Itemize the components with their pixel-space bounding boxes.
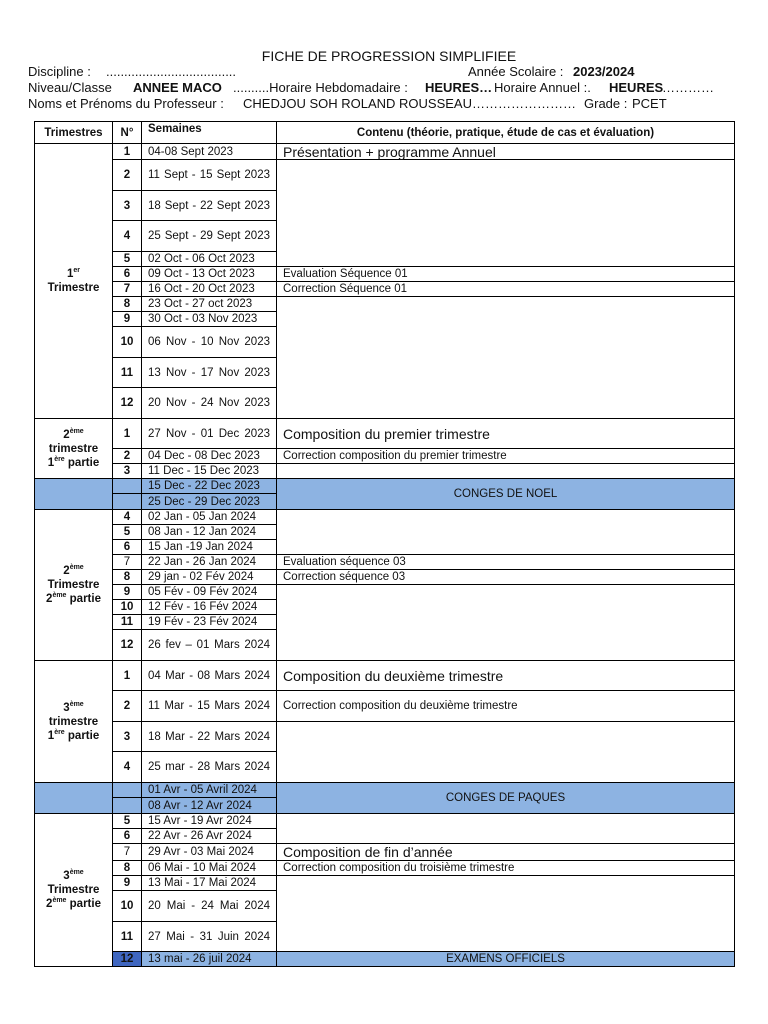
- week-content: Correction composition du troisième trimestre: [277, 861, 735, 876]
- table-row: [35, 876, 735, 891]
- niveau-value: ANNEE MACO: [133, 80, 222, 95]
- grade-value: PCET: [632, 96, 667, 111]
- table-row: [35, 449, 735, 464]
- week-number: 12: [113, 630, 142, 661]
- exam-row: [35, 952, 735, 967]
- week-number: 9: [113, 312, 142, 327]
- holiday-row: [35, 479, 735, 494]
- week-dates: 15 Dec - 22 Dec 2023: [142, 479, 277, 494]
- week-number: 1: [113, 419, 142, 449]
- week-dates: 22 Jan - 26 Jan 2024: [142, 555, 277, 570]
- table-row: [35, 585, 735, 600]
- week-dates: 11 Sept - 15 Sept 2023: [142, 160, 277, 191]
- week-number: 10: [113, 327, 142, 358]
- progression-table: [34, 121, 735, 967]
- header-semaines: Semaines: [142, 122, 277, 144]
- week-content-empty: [277, 814, 735, 844]
- week-dates: 08 Jan - 12 Jan 2024: [142, 525, 277, 540]
- period-cell-3eme-trimestre-2eme-partie: 3ème Trimestre 2ème partie: [35, 814, 113, 967]
- annee-scolaire-value: 2023/2024: [573, 64, 635, 79]
- week-content-empty: [277, 160, 735, 267]
- week-number: 8: [113, 297, 142, 312]
- week-content: Evaluation Séquence 01: [277, 267, 735, 282]
- table-row: [35, 297, 735, 312]
- week-number: 2: [113, 160, 142, 191]
- document-title: FICHE DE PROGRESSION SIMPLIFIEE: [261, 48, 517, 64]
- horaire-hebdo-value: HEURES…: [425, 80, 493, 95]
- week-number: 12: [113, 952, 142, 967]
- week-number: 2: [113, 691, 142, 722]
- week-number: 8: [113, 861, 142, 876]
- table-row: [35, 661, 735, 691]
- week-number: 1: [113, 144, 142, 160]
- table-row: [35, 570, 735, 585]
- week-dates: 18 Mar - 22 Mars 2024: [142, 722, 277, 752]
- week-dates: 12 Fév - 16 Fév 2024: [142, 600, 277, 615]
- week-number: 6: [113, 829, 142, 844]
- period-cell-2eme-trimestre-2eme-partie: 2ème Trimestre 2ème partie: [35, 510, 113, 661]
- week-content: Correction composition du deuxième trimestre: [277, 691, 735, 722]
- week-number: 12: [113, 388, 142, 419]
- week-content-empty: [277, 510, 735, 555]
- header-trimestres: Trimestres: [35, 122, 113, 144]
- document-header: [28, 48, 740, 112]
- week-number: 3: [113, 722, 142, 752]
- week-number: 11: [113, 615, 142, 630]
- period-cell-1er-trimestre: 1er Trimestre: [35, 144, 113, 419]
- week-dates: 25 Sept - 29 Sept 2023: [142, 221, 277, 252]
- week-number: 11: [113, 922, 142, 952]
- niveau-label: Niveau/Classe: [28, 80, 112, 95]
- week-dates: 15 Jan -19 Jan 2024: [142, 540, 277, 555]
- week-number: 10: [113, 891, 142, 922]
- week-number: [113, 479, 142, 494]
- week-dates: 04 Mar - 08 Mars 2024: [142, 661, 277, 691]
- table-row: [35, 464, 735, 479]
- week-number: 7: [113, 282, 142, 297]
- discipline-value: ....................................: [106, 64, 237, 79]
- holiday-period-cell: [35, 479, 113, 510]
- discipline-label: Discipline :: [28, 64, 91, 79]
- week-dates: 04 Dec - 08 Dec 2023: [142, 449, 277, 464]
- week-dates: 11 Dec - 15 Dec 2023: [142, 464, 277, 479]
- week-number: 4: [113, 510, 142, 525]
- week-content: Correction séquence 03: [277, 570, 735, 585]
- week-dates: 27 Mai - 31 Juin 2024: [142, 922, 277, 952]
- week-dates: 06 Nov - 10 Nov 2023: [142, 327, 277, 358]
- week-dates: 25 Dec - 29 Dec 2023: [142, 494, 277, 510]
- professeur-line: [28, 96, 740, 112]
- week-number: [113, 783, 142, 798]
- table-row: [35, 555, 735, 570]
- examens-officiels-label: EXAMENS OFFICIELS: [277, 952, 735, 967]
- week-dates: 20 Nov - 24 Nov 2023: [142, 388, 277, 419]
- week-content-empty: [277, 297, 735, 419]
- week-dates: 25 mar - 28 Mars 2024: [142, 752, 277, 783]
- table-row: [35, 282, 735, 297]
- week-dates: 15 Avr - 19 Avr 2024: [142, 814, 277, 829]
- table-header-row: [35, 122, 735, 144]
- horaire-annuel-label: Horaire Annuel :.: [494, 80, 591, 95]
- week-dates: 23 Oct - 27 oct 2023: [142, 297, 277, 312]
- table-row: [35, 844, 735, 861]
- week-number: 6: [113, 267, 142, 282]
- week-content: Composition du premier trimestre: [277, 419, 735, 449]
- table-row: [35, 814, 735, 829]
- table-row: [35, 144, 735, 160]
- week-number: 5: [113, 525, 142, 540]
- table-row: [35, 722, 735, 752]
- week-dates: 04-08 Sept 2023: [142, 144, 277, 160]
- week-content: Correction composition du premier trimestre: [277, 449, 735, 464]
- week-dates: 22 Avr - 26 Avr 2024: [142, 829, 277, 844]
- period-cell-2eme-trimestre-1ere-partie: 2ème trimestre 1ère partie: [35, 419, 113, 479]
- week-number: 7: [113, 844, 142, 861]
- week-dates: 19 Fév - 23 Fév 2024: [142, 615, 277, 630]
- table-row: [35, 861, 735, 876]
- week-dates: 29 Avr - 03 Mai 2024: [142, 844, 277, 861]
- week-dates: 16 Oct - 20 Oct 2023: [142, 282, 277, 297]
- holiday-period-cell: [35, 783, 113, 814]
- week-number: 5: [113, 252, 142, 267]
- week-number: 6: [113, 540, 142, 555]
- week-number: [113, 798, 142, 814]
- week-number: 7: [113, 555, 142, 570]
- week-dates: 01 Avr - 05 Avril 2024: [142, 783, 277, 798]
- week-number: 8: [113, 570, 142, 585]
- week-dates: 13 Nov - 17 Nov 2023: [142, 358, 277, 388]
- week-dates: 11 Mar - 15 Mars 2024: [142, 691, 277, 722]
- week-dates: 26 fev – 01 Mars 2024: [142, 630, 277, 661]
- week-dates: 18 Sept - 22 Sept 2023: [142, 191, 277, 221]
- header-contenu: Contenu (théorie, pratique, étude de cas et évaluation): [277, 122, 735, 144]
- annee-scolaire-label: Année Scolaire :: [468, 64, 564, 79]
- week-dates: 02 Jan - 05 Jan 2024: [142, 510, 277, 525]
- week-dates: 27 Nov - 01 Dec 2023: [142, 419, 277, 449]
- horaire-annuel-value: HEURES: [609, 80, 664, 95]
- week-dates: 20 Mai - 24 Mai 2024: [142, 891, 277, 922]
- horaire-hebdo-label: ..........Horaire Hebdomadaire :: [233, 80, 408, 95]
- week-dates: 06 Mai - 10 Mai 2024: [142, 861, 277, 876]
- week-content-empty: [277, 876, 735, 952]
- week-content-empty: [277, 585, 735, 661]
- week-number: 1: [113, 661, 142, 691]
- week-content: Présentation + programme Annuel: [277, 144, 735, 160]
- week-dates: 09 Oct - 13 Oct 2023: [142, 267, 277, 282]
- week-dates: 30 Oct - 03 Nov 2023: [142, 312, 277, 327]
- week-content-empty: [277, 722, 735, 783]
- week-number: 11: [113, 358, 142, 388]
- horaire-annuel-dots: …………: [662, 80, 714, 95]
- week-number: 9: [113, 876, 142, 891]
- week-number: 2: [113, 449, 142, 464]
- week-number: [113, 494, 142, 510]
- week-content-empty: [277, 464, 735, 479]
- period-cell-3eme-trimestre-1ere-partie: 3ème trimestre 1ère partie: [35, 661, 113, 783]
- holiday-paques-label: CONGES DE PAQUES: [277, 783, 735, 814]
- week-dates: 29 jan - 02 Fév 2024: [142, 570, 277, 585]
- week-number: 5: [113, 814, 142, 829]
- week-dates: 02 Oct - 06 Oct 2023: [142, 252, 277, 267]
- week-dates: 13 Mai - 17 Mai 2024: [142, 876, 277, 891]
- table-row: [35, 510, 735, 525]
- week-content: Composition du deuxième trimestre: [277, 661, 735, 691]
- week-number: 3: [113, 464, 142, 479]
- professeur-value: CHEDJOU SOH ROLAND ROUSSEAU……………………: [243, 96, 576, 111]
- week-number: 4: [113, 221, 142, 252]
- week-dates: 05 Fév - 09 Fév 2024: [142, 585, 277, 600]
- week-number: 4: [113, 752, 142, 783]
- week-dates: 13 mai - 26 juil 2024: [142, 952, 277, 967]
- table-row: [35, 419, 735, 449]
- week-number: 9: [113, 585, 142, 600]
- table-row: [35, 160, 735, 191]
- table-row: [35, 691, 735, 722]
- week-content: Correction Séquence 01: [277, 282, 735, 297]
- holiday-noel-label: CONGES DE NOEL: [277, 479, 735, 510]
- week-content: Evaluation séquence 03: [277, 555, 735, 570]
- grade-label: Grade :: [584, 96, 628, 111]
- discipline-line: [28, 64, 740, 80]
- niveau-line: [28, 80, 740, 96]
- week-number: 10: [113, 600, 142, 615]
- holiday-row: [35, 783, 735, 798]
- professeur-label: Noms et Prénoms du Professeur :: [28, 96, 224, 111]
- week-content: Composition de fin d’année: [277, 844, 735, 861]
- week-dates: 08 Avr - 12 Avr 2024: [142, 798, 277, 814]
- header-numero: N°: [113, 122, 142, 144]
- week-number: 3: [113, 191, 142, 221]
- table-row: [35, 267, 735, 282]
